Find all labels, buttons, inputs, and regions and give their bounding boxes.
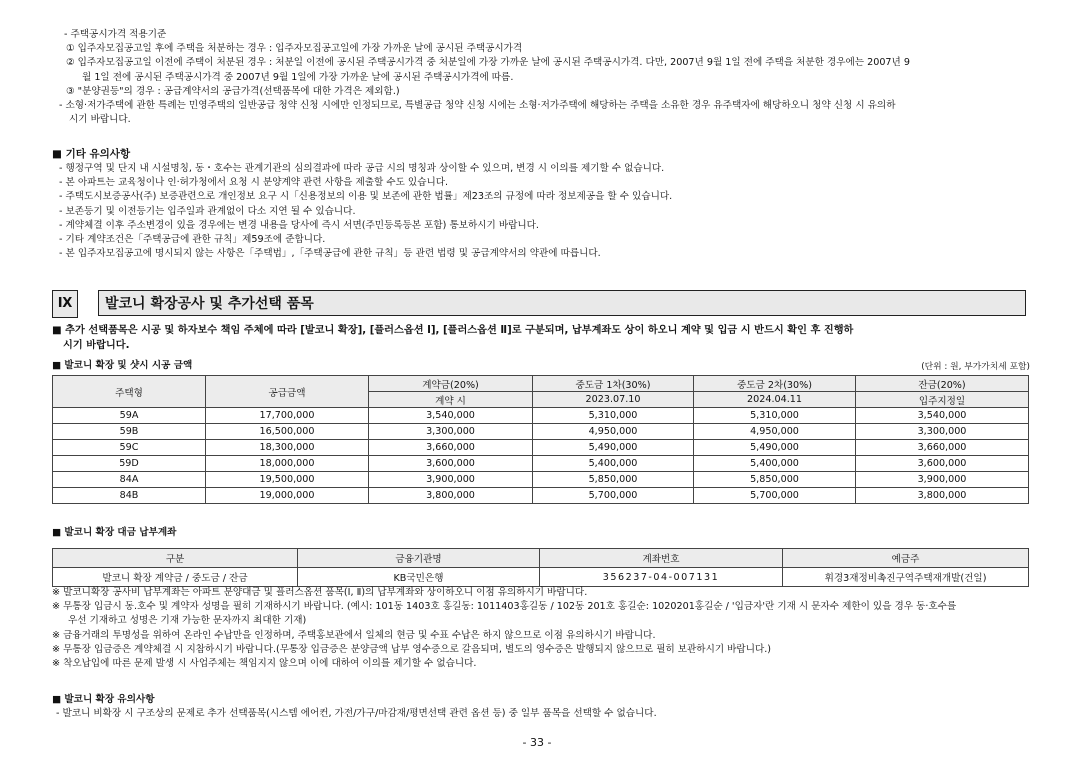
note-line: ※ 무통장 입금시 동.호수 및 계약자 성명을 필히 기재하시기 바랍니다. (예시: 101동 1403호 홍길동: 1011403홍길동 / 102동 201호 홍길순: 1020201홍길순 / '입금자'란 기재 시 문자수 제한이 있을 경우 동·호수를 (52, 601, 957, 613)
chapter-heading (52, 290, 1028, 318)
table-cell: 3,900,000 (369, 472, 533, 488)
notes-block (52, 586, 1030, 671)
column-header: 계약 시 (369, 392, 533, 408)
table-row (53, 424, 1029, 440)
section-heading: ■ 발코니 확장 및 샷시 시공 금액 (52, 360, 193, 371)
table-cell: 5,310,000 (694, 408, 856, 424)
table-cell: 84B (53, 488, 206, 504)
table-cell: 3,660,000 (369, 440, 533, 456)
column-header: 중도금 1차(30%) (533, 376, 694, 392)
note-line: ※ 금융거래의 투명성을 위하여 온라인 수납만을 인정하며, 주택홍보관에서 일체의 현금 및 수표 수납은 하지 않으므로 이점 유의하시기 바랍니다. (52, 629, 656, 641)
chapter-number: Ⅸ (52, 290, 78, 318)
section-heading: ■ 발코니 확장 유의사항 (52, 694, 155, 705)
table-row (53, 456, 1029, 472)
section-heading: ■ 기타 유의사항 (52, 148, 131, 160)
table-cell: 5,310,000 (533, 408, 694, 424)
table-cell: 3,600,000 (369, 456, 533, 472)
table-cell: 3,600,000 (856, 456, 1029, 472)
table-row (53, 488, 1029, 504)
table-cell: 19,500,000 (206, 472, 369, 488)
top-block (52, 28, 1030, 127)
table-cell: 3,300,000 (856, 424, 1029, 440)
column-header: 2024.04.11 (694, 392, 856, 408)
text-line: ③ "분양권등"의 경우 : 공급계약서의 공급가격(선택품목에 대한 가격은 제외함.) (66, 85, 400, 97)
section-heading: ■ 발코니 확장 대금 납부계좌 (52, 527, 177, 538)
list-item: - 기타 계약조건은「주택공급에 관한 규칙」제59조에 준합니다. (59, 234, 326, 246)
intro-block (52, 323, 1030, 353)
table-cell: 3,540,000 (369, 408, 533, 424)
column-header: 입주지정일 (856, 392, 1029, 408)
other-notes-section (52, 146, 1030, 261)
note-line: ※ 발코니확장 공사비 납부계좌는 아파트 분양대금 및 플러스옵션 품목(Ⅰ, Ⅱ)의 납부계좌와 상이하오니 이점 유의하시기 바랍니다. (52, 587, 588, 598)
table-cell: 3,800,000 (369, 488, 533, 504)
table-cell: 4,950,000 (694, 424, 856, 440)
table-row (53, 408, 1029, 424)
account-number: 356237-04-007131 (540, 568, 783, 587)
table-cell: 3,300,000 (369, 424, 533, 440)
table-cell: KB국민은행 (298, 568, 540, 587)
page-number: - 33 - (522, 736, 552, 749)
text-line: ② 입주자모집공고일 이전에 주택이 처분된 경우 : 처분일 이전에 공시된 주택공시가격 중 처분일에 가장 가까운 날에 공시된 주택공시가격. 다만, 2007년 9월 1일 전에 주택을 처분한 경우에는 2007년 9 (66, 57, 910, 69)
table-cell: 5,400,000 (694, 456, 856, 472)
text-line: - 소형·저가주택에 관한 특례는 민영주택의 일반공급 청약 신청 시에만 인정되므로, 특별공급 청약 신청 시에는 소형·저가주택에 해당하는 주택을 소유한 경우 유주택자에 해당하오니 청약 신청 시 유의하 (59, 100, 896, 112)
cost-table (52, 375, 1029, 504)
table-cell: 3,660,000 (856, 440, 1029, 456)
table-cell: 3,900,000 (856, 472, 1029, 488)
table-cell: 4,950,000 (533, 424, 694, 440)
account-table (52, 548, 1029, 587)
text-line: - 주택공시가격 적용기준 (64, 29, 167, 40)
list-item: - 계약체결 이후 주소변경이 있을 경우에는 변경 내용을 당사에 즉시 서면(주민등록등본 포함) 통보하시기 바랍니다. (59, 219, 539, 231)
unit-label: (단위 : 원, 부가가치세 포함) (921, 362, 1030, 372)
column-header: 예금주 (783, 549, 1029, 568)
note-line: ※ 무통장 입금증은 계약체결 시 지참하시기 바랍니다.(무통장 입금증은 분양금액 납부 영수증으로 갈음되며, 별도의 영수증은 발행되지 않으므로 필히 보관하시기 바랍니다.) (52, 643, 772, 655)
table-cell: 16,500,000 (206, 424, 369, 440)
table-cell: 59A (53, 408, 206, 424)
column-header: 2023.07.10 (533, 392, 694, 408)
column-header: 잔금(20%) (856, 376, 1029, 392)
note-line: 우선 기재하고 성명은 기재 가능한 문자까지 최대한 기재) (68, 615, 307, 627)
table-cell: 5,490,000 (694, 440, 856, 456)
column-header: 계좌번호 (540, 549, 783, 568)
table-cell: 59D (53, 456, 206, 472)
list-item: - 발코니 비확장 시 구조상의 문제로 추가 선택품목(시스템 에어컨, 가전/가구/마감재/평면선택 관련 옵션 등) 중 일부 품목을 선택할 수 없습니다. (56, 708, 657, 720)
table-cell: 5,700,000 (694, 488, 856, 504)
column-header: 계약금(20%) (369, 376, 533, 392)
table-cell: 18,000,000 (206, 456, 369, 472)
table-row (53, 568, 1029, 587)
column-header: 구분 (53, 549, 298, 568)
table-cell: 5,850,000 (533, 472, 694, 488)
column-header: 공급금액 (206, 376, 369, 408)
table-cell: 휘경3재정비촉진구역주택재개발(건일) (783, 568, 1029, 587)
column-header: 중도금 2차(30%) (694, 376, 856, 392)
list-item: - 본 입주자모집공고에 명시되지 않는 사항은「주택법」,「주택공급에 관한 규칙」등 관련 법령 및 공급계약서의 약관에 따릅니다. (59, 248, 601, 260)
list-item: - 행정구역 및 단지 내 시설명칭, 동・호수는 관계기관의 심의결과에 따라 공급 시의 명칭과 상이할 수 있으며, 변경 시 이의를 제기할 수 없습니다. (59, 163, 665, 174)
table-cell: 5,850,000 (694, 472, 856, 488)
text-line: ① 입주자모집공고일 후에 주택을 처분하는 경우 : 입주자모집공고일에 가장 가까운 날에 공시된 주택공시가격 (66, 43, 523, 55)
intro-line: ■ 추가 선택품목은 시공 및 하자보수 책임 주체에 따라 [발코니 확장], [플러스옵션 Ⅰ], [플러스옵션 Ⅱ]로 구분되며, 납부계좌도 상이 하오니 계약 및 입금 시 반드시 확인 후 진행하 (52, 325, 854, 336)
cost-table-section (52, 359, 1030, 504)
note-line: ※ 착오납입에 따른 문제 발생 시 사업주체는 책임지지 않으며 이에 대하여 이의를 제기할 수 없습니다. (52, 658, 477, 670)
chapter-title: 발코니 확장공사 및 추가선택 품목 (98, 290, 1026, 316)
list-item: - 주택도시보증공사(주) 보증관련으로 개인정보 요구 시「신용정보의 이용 및 보존에 관한 법률」제23조의 규정에 따라 정보제공을 할 수 있습니다. (59, 191, 673, 203)
intro-line: 시기 바랍니다. (63, 340, 130, 351)
table-cell: 5,400,000 (533, 456, 694, 472)
text-line: 월 1일 전에 공시된 주택공시가격 중 2007년 9월 1일에 가장 가까운 날에 공시된 주택공시가격에 따름. (82, 71, 514, 83)
table-cell: 19,000,000 (206, 488, 369, 504)
table-cell: 5,490,000 (533, 440, 694, 456)
table-row (53, 440, 1029, 456)
text-line: 시기 바랍니다. (69, 114, 131, 126)
table-cell: 발코니 확장 계약금 / 중도금 / 잔금 (53, 568, 298, 587)
balcony-notes-section (52, 693, 1030, 721)
table-cell: 84A (53, 472, 206, 488)
table-cell: 18,300,000 (206, 440, 369, 456)
table-cell: 3,540,000 (856, 408, 1029, 424)
table-cell: 59C (53, 440, 206, 456)
table-cell: 5,700,000 (533, 488, 694, 504)
account-section (52, 524, 1030, 587)
table-cell: 3,800,000 (856, 488, 1029, 504)
column-header: 금융기관명 (298, 549, 540, 568)
column-header: 주택형 (53, 376, 206, 408)
table-cell: 17,700,000 (206, 408, 369, 424)
list-item: - 보존등기 및 이전등기는 입주일과 관계없이 다소 지연 될 수 있습니다. (59, 205, 356, 217)
table-cell: 59B (53, 424, 206, 440)
table-row (53, 472, 1029, 488)
list-item: - 본 아파트는 교육청이나 인·허가청에서 요청 시 분양계약 관련 사항을 제출할 수도 있습니다. (59, 177, 449, 189)
